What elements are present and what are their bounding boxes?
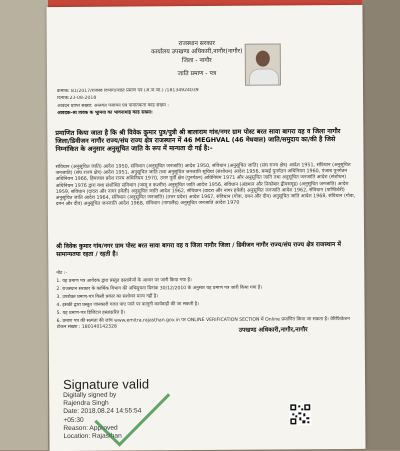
note-item: 1. यह प्रमाण पत्र आवेदक द्वारा प्रस्तुत दस्तावेजों के आधार पर जारी किया गया है। bbox=[56, 278, 192, 285]
doc-title: जाति प्रमाण - पत्र bbox=[177, 69, 217, 78]
note-item: 6. प्रमाण पत्र की सत्यता की जांच www.emitra.rajasthan.gov.in पर ONLINE VERIFICATION SECTION में Online प्रमाणित किया जा सकता है। वेरिफिकेशन टोकन संख्या : 180140142328 bbox=[56, 316, 350, 331]
certificate-page bbox=[46, 5, 365, 451]
notes bbox=[56, 269, 356, 333]
background-right bbox=[362, 0, 400, 450]
note-item: 2. राजस्थान सरकार के कार्मिक विभाग की अधिसूचना दिनांक 30/12/2010 के अनुसार यह प्रमाण पत्र जारी किया गया है। bbox=[56, 285, 263, 293]
note-item: 5. यह प्रमाण-पत्र डिजिटल हस्ताक्षरित है। bbox=[56, 310, 125, 317]
signature-line: Digitally signed by bbox=[63, 391, 117, 400]
applicant-line: आवेदक-श्री विवेक के भूमिया का भावनाथाई कार्ड संख्या: bbox=[57, 110, 153, 117]
header-office: कार्यालय उपखण्ड अधिकारी,नागौर(नागौर) bbox=[151, 47, 243, 56]
date-line: दिनांक:23-08-2018 bbox=[57, 95, 97, 102]
intro-text: प्रमाणित किया जाता है कि श्री विवेक कुमार पुत्र/पुत्री श्री बालाराम गांव/नगर ग्राम पोस्ट बरत सावा बागरा वह व जिला नागौर जिला/डिवीजन नागौर राज्य/संघ राज्य क्षेत्र राजस्थान में 46 MEGHVAL (46 मेघवाल) जाति/समुदाय का/की है जिसे निम्नांकित के अनुसार अनुसूचित जाति के रूप में मान्यता दी गई है:- bbox=[55, 127, 341, 154]
background-left bbox=[0, 0, 48, 450]
signature-line: Date: 2018.08.24 14:55:54 bbox=[63, 407, 142, 416]
note-item: 3. उपरोक्त प्रमाण-पत्र किसी प्रकार का संशोधन मान्य नहीं है। bbox=[56, 294, 159, 301]
note-item: 4. इसकी द्वारा प्रस्तुत जानकारी गलत पाए जाने पर कानूनी कार्यवाही की जा सकती है। bbox=[56, 302, 199, 309]
header-govt: राजस्थान सरकार bbox=[178, 39, 215, 48]
qr-code-icon bbox=[289, 403, 311, 425]
signature-line: +05:30 bbox=[63, 416, 84, 424]
applicant-photo bbox=[245, 43, 281, 85]
checkmark-icon bbox=[89, 390, 173, 451]
header-district: जिला - नागौर bbox=[181, 56, 212, 65]
ref-line: क्रमांक: 81/2017/राजस्व विभाग/जाति प्रमाण पत्र (अ.ज.जा.) /18134924039 bbox=[57, 88, 199, 95]
signature-line: Location: Rajasthan bbox=[63, 432, 122, 441]
notes-title: नोट :- bbox=[56, 270, 68, 277]
officer-footer: उपखण्ड अधिकारी,नागौर,नागौर bbox=[238, 326, 308, 334]
signature-line: Reason: Approved bbox=[63, 424, 118, 432]
residence-text: श्री विवेक कुमार गांव/नगर ग्राम पोस्ट बरत सावा बागरा वह व जिला नागौर जिला / डिवीजन नागौर राज्य/संघ राज्य क्षेत्र राजस्थान में सामान्यतया रहता / रहती है। bbox=[56, 241, 342, 259]
legal-text: संविधान (अनुसूचित जाति) आदेश 1950, संविधान (अनुसूचित जनजाति) आदेश 1950, संविधान (अनुसूचित जाति) (संघ राज्य क्षेत्र) आदेश 1951, संविधान (अनुसूचित जनजाति) (संघ राज्य क्षेत्र) आदेश 1951, अनुसूचित जाति तथा अनुसूचित जनजाति सूचियां (संशोधन) आदेश 1956, बम्बई पुनर्गठन अधिनियम 1960, पंजाब पुनर्गठन अधिनियम 1966, हिमाचल प्रदेश राज्य अधिनियम 1970, उत्तर पूर्वी क्षेत्र (पुनर्गठन) अधिनियम 1971 और अनुसूचित जाति तथा अनुसूचित जनजाति आदेश (संशोधन) अधिनियम 1976 द्वारा यथा संशोधित संविधान (जम्मू व कश्मीर) अनुसूचित जाति आदेश 1956, संविधान (अंडमान और निकोबार द्वीपसमूह) (अनुसूचित जनजाति) आदेश 1959, संविधान (दादरा और नागर हवेली) अनुसूचित जाति आदेश 1962, संविधान (दादरा और नागर हवेली) अनुसूचित जनजाति आदेश 1962, संविधान (पाण्डिचेरी) अनुसूचित जाति आदेश 1964, संविधान (अनुसूचित जनजाति) (उत्तर प्रदेश) आदेश 1967, संविधान (गोवा, दमन और दीव) अनुसूचित जाति आदेश 1968, संविधान (गोवा, दमन और दीव) अनुसूचित जनजाति आदेश 1968, संविधान (नागालैंड) अनुसूचित जनजाति आदेश 1970 bbox=[55, 162, 356, 208]
signature-line: Rajendra Singh bbox=[63, 399, 109, 408]
receipt-line: आवेदन प्राप्ति संख्या: अन्तर्गत पंजीयन एवं पावतिकर्ता कार्ड संख्या : bbox=[57, 103, 169, 110]
signature-title: Signature valid bbox=[63, 376, 150, 393]
